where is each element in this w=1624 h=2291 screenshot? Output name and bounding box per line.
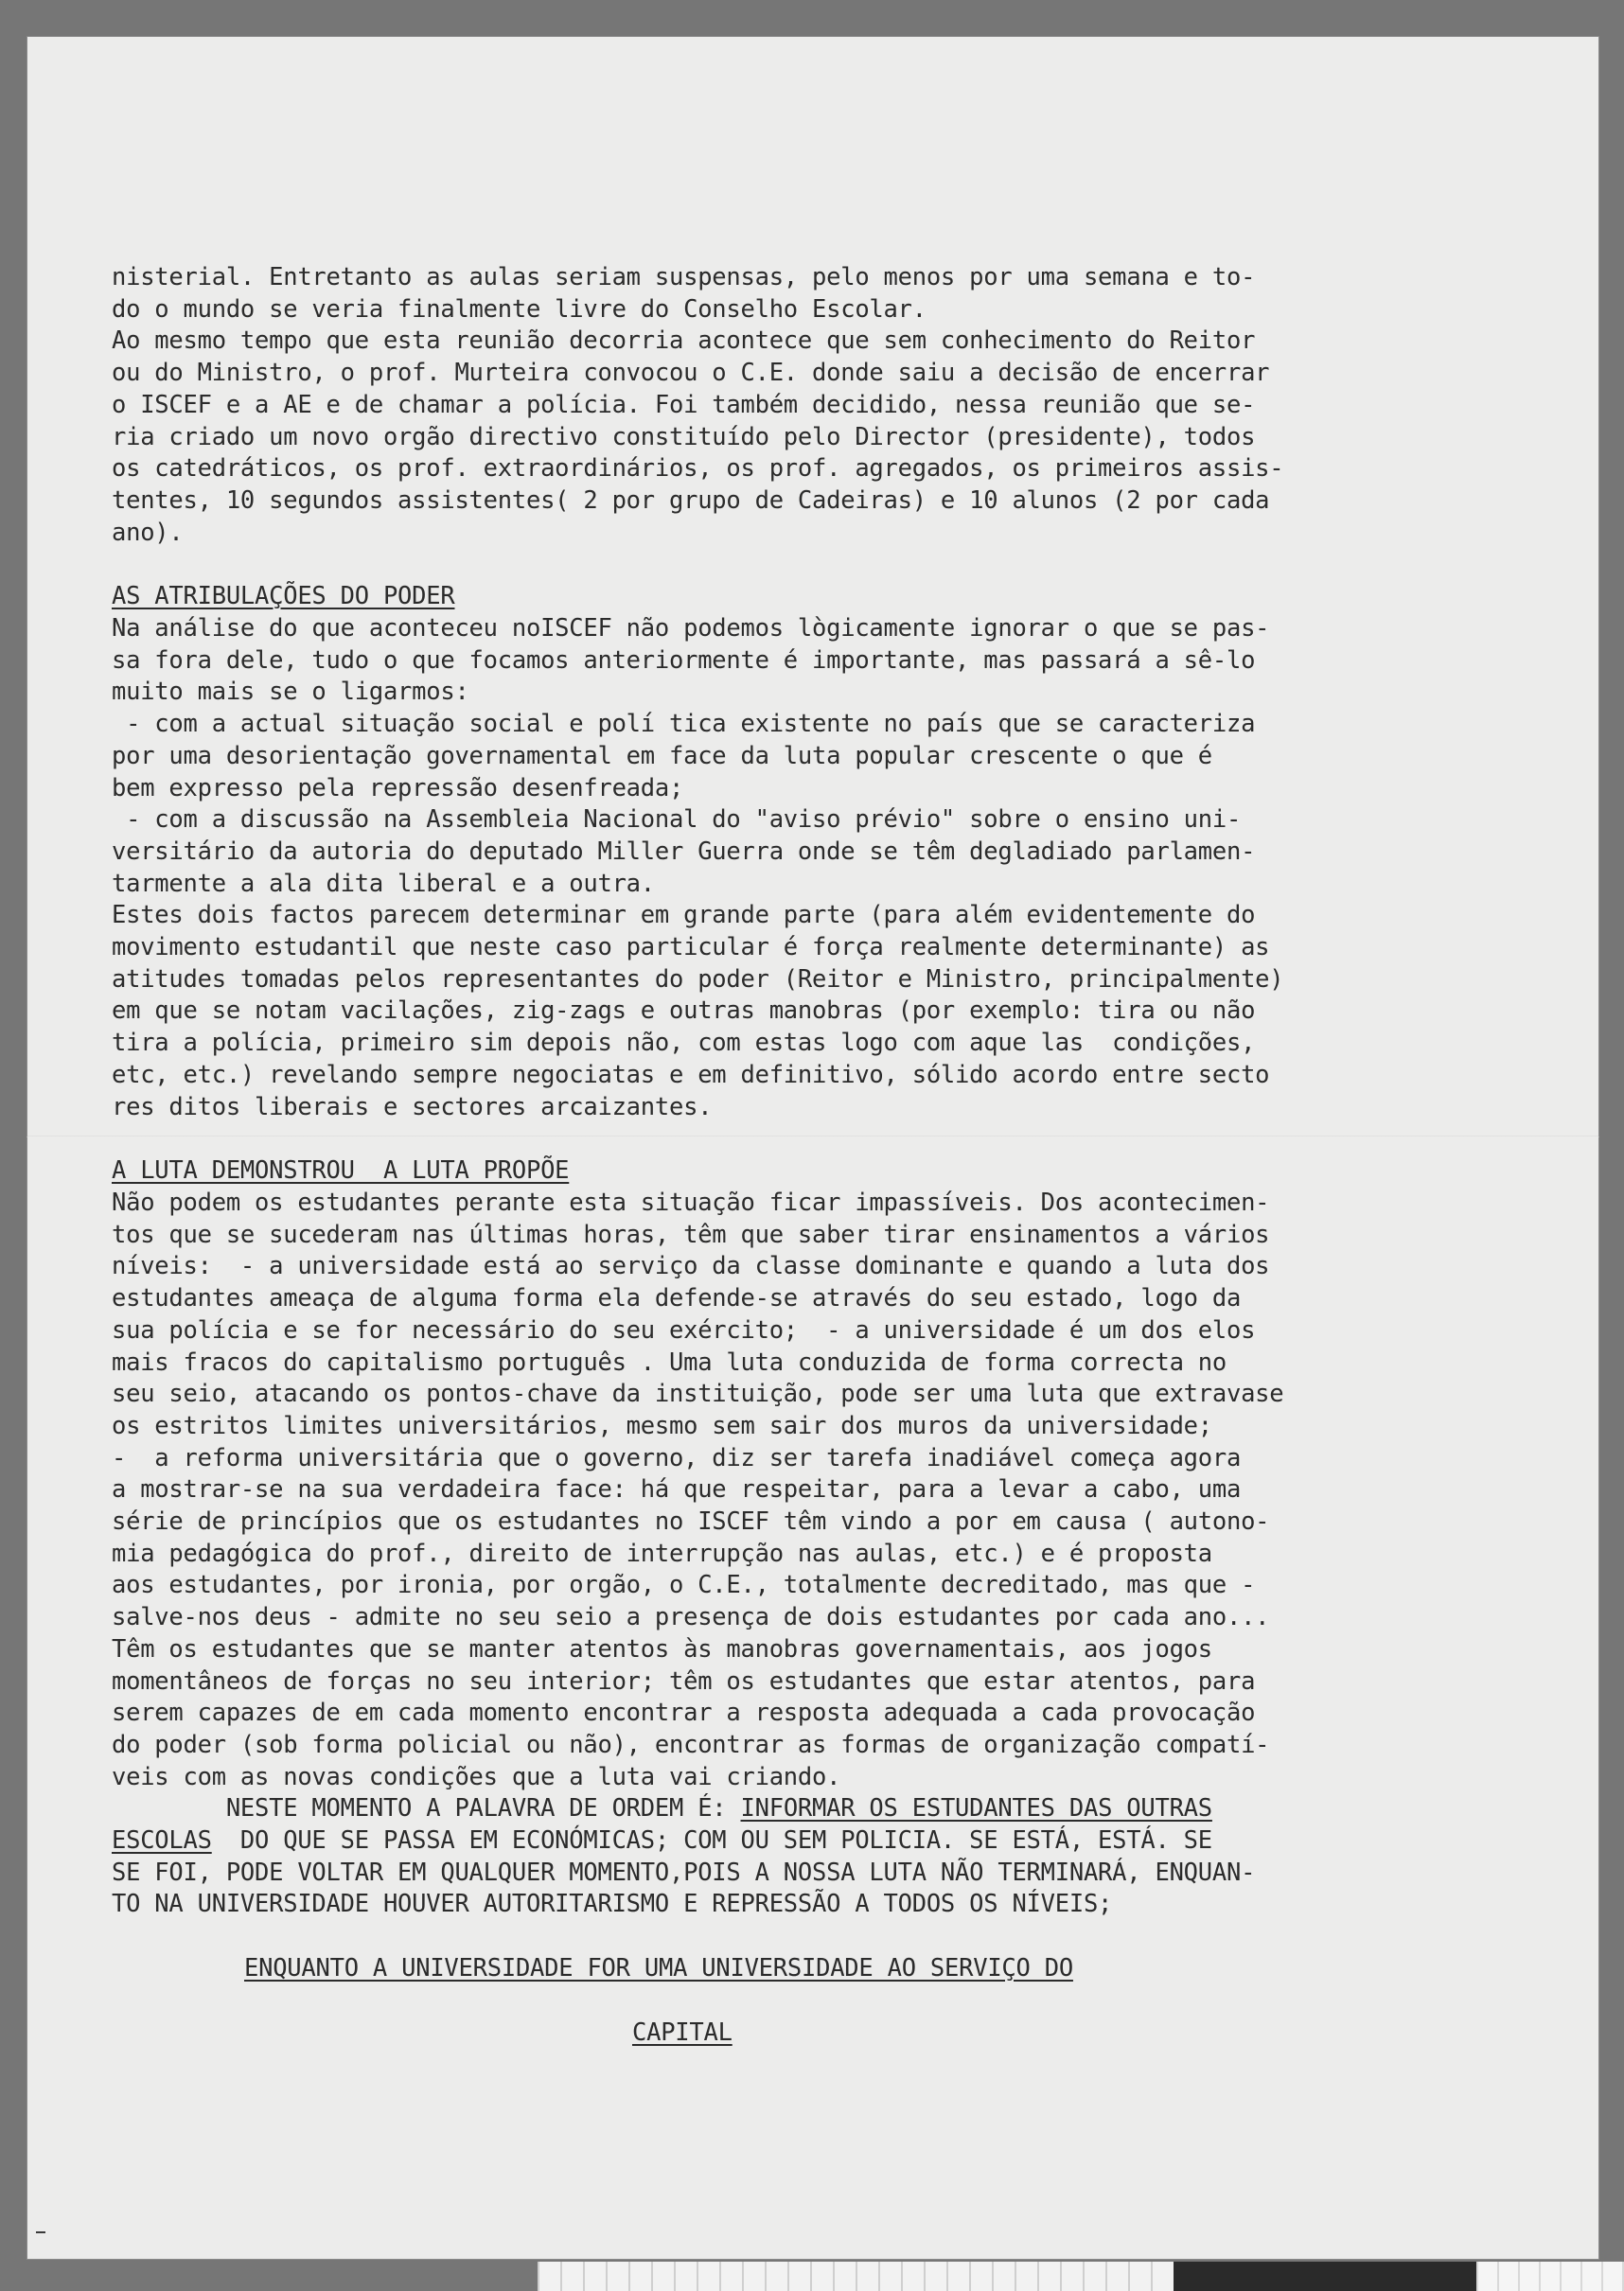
margin-mark [36, 2231, 45, 2233]
text-line: Não podem os estudantes perante esta situação ficar impassíveis. Dos acontecimen- [112, 1188, 1270, 1217]
text-line: ano). [112, 518, 184, 547]
text-line: mia pedagógica do prof., direito de interrupção nas aulas, etc.) e é proposta [112, 1539, 1212, 1568]
text-line: ria criado um novo orgão directivo constituído pelo Director (presidente), todos [112, 422, 1256, 451]
text-line: estudantes ameaça de alguma forma ela defende-se através do seu estado, logo da [112, 1284, 1242, 1313]
slogan-line-4: TO NA UNIVERSIDADE HOUVER AUTORITARISMO E REPRESSÃO A TODOS OS NÍVEIS; [112, 1890, 1113, 1919]
paragraph-council-decision [112, 262, 1437, 549]
slogan-underlined-2: ESCOLAS [112, 1826, 212, 1856]
text-line: momentâneos de forças no seu interior; têm os estudantes que estar atentos, para [112, 1666, 1256, 1696]
text-line: série de princípios que os estudantes no ISCEF têm vindo a por em causa ( autono- [112, 1507, 1270, 1537]
text-line: em que se notam vacilações, zig-zags e outras manobras (por exemplo: tira ou não [112, 996, 1256, 1026]
text-line: versitário da autoria do deputado Miller Guerra onde se têm degladiado parlamen- [112, 837, 1256, 866]
text-line: do poder (sob forma policial ou não), encontrar as formas de organização compatí- [112, 1730, 1270, 1759]
text-line: Estes dois factos parecem determinar em grande parte (para além evidentemente do [112, 901, 1256, 930]
text-line: por uma desorientação governamental em face da luta popular crescente o que é [112, 741, 1212, 770]
text-line: veis com as novas condições que a luta vai criando. [112, 1762, 841, 1791]
text-line: tira a polícia, primeiro sim depois não, com estas logo com aque las condições, [112, 1029, 1256, 1058]
text-line: Na análise do que aconteceu noISCEF não podemos lògicamente ignorar o que se pas- [112, 614, 1270, 643]
text-line: - com a discussão na Assembleia Nacional do "aviso prévio" sobre o ensino uni- [112, 805, 1242, 835]
slogan-line-3: SE FOI, PODE VOLTAR EM QUALQUER MOMENTO,POIS A NOSSA LUTA NÃO TERMINARÁ, ENQUAN- [112, 1858, 1256, 1887]
slogan-underlined-1: INFORMAR OS ESTUDANTES DAS OUTRAS [740, 1794, 1212, 1824]
text-line: tentes, 10 segundos assistentes( 2 por grupo de Cadeiras) e 10 alunos (2 por cada [112, 485, 1270, 515]
paragraph-analysis [112, 613, 1437, 1123]
scale-ruler-end [1476, 2262, 1624, 2291]
text-line: níveis: - a universidade está ao serviço da classe dominante e quando a luta dos [112, 1252, 1270, 1281]
closing-line-1: ENQUANTO A UNIVERSIDADE FOR UMA UNIVERSIDADE AO SERVIÇO DO [244, 1954, 1073, 1983]
text-line: serem capazes de em cada momento encontrar a resposta adequada a cada provocação [112, 1699, 1256, 1728]
text-line: o ISCEF e a AE e de chamar a polícia. Foi também decidido, nessa reunião que se- [112, 390, 1256, 419]
text-line: sua polícia e se for necessário do seu exército; - a universidade é um dos elos [112, 1315, 1256, 1345]
text-line: Têm os estudantes que se manter atentos às manobras governamentais, aos jogos [112, 1634, 1212, 1664]
section-heading-luta: A LUTA DEMONSTROU A LUTA PROPÕE [112, 1156, 570, 1186]
text-line: muito mais se o ligarmos: [112, 678, 469, 707]
text-line: Ao mesmo tempo que esta reunião decorria acontece que sem conhecimento do Reitor [112, 326, 1256, 356]
text-line: sa fora dele, tudo o que focamos anteriormente é importante, mas passará a sê-lo [112, 645, 1256, 675]
text-line: movimento estudantil que neste caso particular é força realmente determinante) as [112, 933, 1270, 962]
text-line: mais fracos do capitalismo português . Uma luta conduzida de forma correcta no [112, 1348, 1227, 1377]
text-line: aos estudantes, por ironia, por orgão, o C.E., totalmente decreditado, mas que - [112, 1571, 1256, 1600]
text-line: salve-nos deus - admite no seu seio a presença de dois estudantes por cada ano... [112, 1603, 1270, 1632]
scale-ruler-dark-segment [1174, 2262, 1476, 2291]
text-line: atitudes tomadas pelos representantes do poder (Reitor e Ministro, principalmente) [112, 964, 1284, 994]
text-line: tarmente a ala dita liberal e a outra. [112, 869, 655, 898]
text-line: ou do Ministro, o prof. Murteira convocou o C.E. donde saiu a decisão de encerrar [112, 359, 1270, 388]
text-line: etc, etc.) revelando sempre negociatas e em definitivo, sólido acordo entre secto [112, 1060, 1270, 1089]
typewritten-text-body [112, 262, 1437, 2050]
text-line: tos que se sucederam nas últimas horas, têm que saber tirar ensinamentos a vários [112, 1220, 1270, 1249]
text-line: do o mundo se veria finalmente livre do Conselho Escolar. [112, 294, 927, 324]
closing-line-2: CAPITAL [632, 2018, 733, 2047]
text-line: os estritos limites universitários, mesmo sem sair dos muros da universidade; [112, 1411, 1212, 1440]
text-line: - com a actual situação social e polí tica existente no país que se caracteriza [112, 710, 1256, 739]
text-line: - a reforma universitária que o governo, diz ser tarefa inadiável começa agora [112, 1443, 1242, 1472]
slogan-line-2: ESCOLAS DO QUE SE PASSA EM ECONÓMICAS; COM OU SEM POLICIA. SE ESTÁ, ESTÁ. SE [112, 1826, 1212, 1856]
paragraph-lessons [112, 1188, 1437, 1793]
text-line: nisterial. Entretanto as aulas seriam suspensas, pelo menos por uma semana e to- [112, 263, 1256, 291]
text-line: os catedráticos, os prof. extraordinários, os prof. agregados, os primeiros assis- [112, 454, 1284, 484]
slogan-line-1: NESTE MOMENTO A PALAVRA DE ORDEM É: INFORMAR OS ESTUDANTES DAS OUTRAS [112, 1794, 1212, 1824]
section-heading-atribulacoes: AS ATRIBULAÇÕES DO PODER [112, 582, 455, 611]
text-line: seu seio, atacando os pontos-chave da instituição, pode ser uma luta que extravase [112, 1380, 1284, 1409]
text-line: res ditos liberais e sectores arcaizantes. [112, 1092, 713, 1121]
text-line: a mostrar-se na sua verdadeira face: há que respeitar, para a levar a cabo, uma [112, 1475, 1242, 1505]
text-line: bem expresso pela repressão desenfreada; [112, 773, 684, 802]
